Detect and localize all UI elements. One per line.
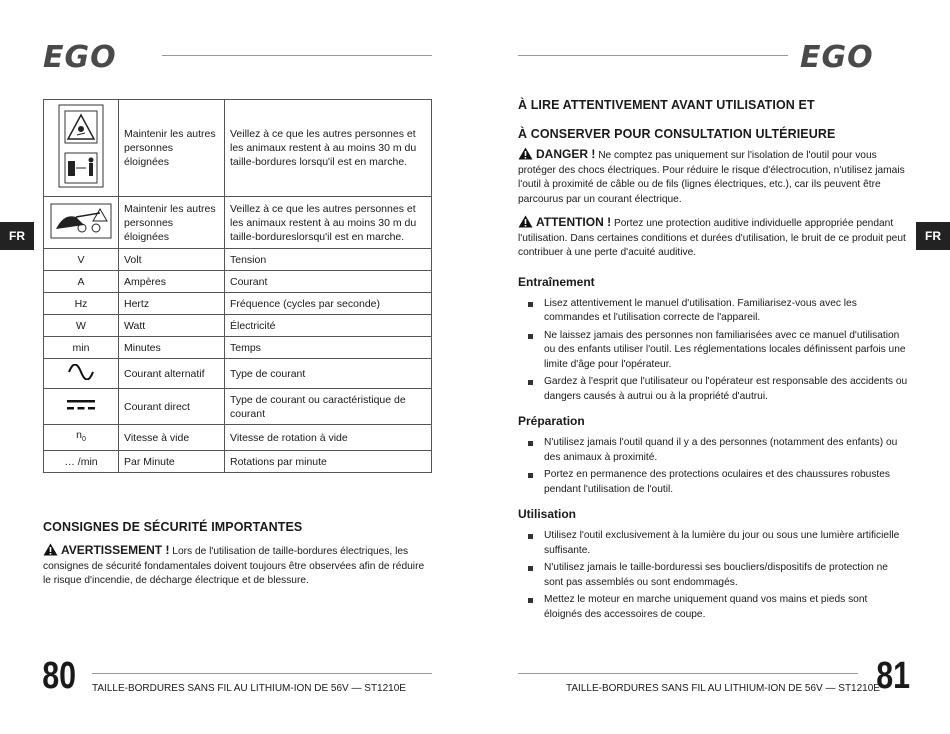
symbol-description: Tension [225, 249, 432, 271]
section-title-utilisation: Utilisation [518, 507, 577, 521]
list-item: Ne laissez jamais des personnes non familiarisées avec ce manuel d'utilisation ou des enfants utiliser l'outil. Les réglementations locales définissent parfois une limite d'âge pour l'opérateur. [518, 329, 908, 373]
symbol-cell [44, 359, 119, 389]
footer-title-right: TAILLE-BORDURES SANS FIL AU LITHIUM-ION DE 56V — ST1210E [566, 683, 880, 694]
symbol-cell: W [44, 315, 119, 337]
danger-triangle-icon [518, 147, 533, 160]
direct-current-icon [66, 398, 96, 412]
list-item: Gardez à l'esprit que l'utilisateur ou l'opérateur est responsable des accidents ou dangers causés à autrui ou à la propriété d'autrui. [518, 375, 908, 404]
symbol-description: Fréquence (cycles par seconde) [225, 293, 432, 315]
symbol-text: n [76, 428, 82, 441]
symbol-name: Courant alternatif [119, 359, 225, 389]
trimmer-distance-icon [50, 203, 112, 239]
utilisation-list [518, 529, 908, 622]
ego-logo-right: EGO [800, 40, 874, 75]
symbol-name: Maintenir les autres personnes éloignées [119, 100, 225, 197]
symbol-description: Veillez à ce que les autres personnes et les animaux restent à au moins 30 m du taille-bordures lorsqu'il est en marche. [225, 100, 432, 197]
page-number-left: 80 [42, 655, 77, 697]
table-row [44, 293, 432, 315]
read-carefully-heading: À LIRE ATTENTIVEMENT AVANT UTILISATION ET [518, 98, 815, 112]
symbol-table [43, 99, 432, 473]
symbol-description: Électricité [225, 315, 432, 337]
symbol-cell: min [44, 337, 119, 359]
table-row [44, 100, 432, 197]
symbol-cell: A [44, 271, 119, 293]
header-rule-right [518, 55, 788, 56]
danger-label: DANGER ! [536, 147, 596, 161]
symbol-name: Maintenir les autres personnes éloignées [119, 197, 225, 249]
page-number-right: 81 [876, 655, 911, 697]
symbol-name: Vitesse à vide [119, 425, 225, 451]
symbol-name: Watt [119, 315, 225, 337]
list-item: Mettez le moteur en marche uniquement quand vos mains et pieds sont éloignés des accessoires de coupe. [518, 593, 908, 622]
symbol-name: Courant direct [119, 389, 225, 425]
keep-away-icon [57, 103, 105, 189]
preparation-list [518, 436, 908, 497]
ego-logo-left: EGO [43, 40, 117, 75]
symbol-description: Temps [225, 337, 432, 359]
table-row [44, 425, 432, 451]
bystander-warning-symbol [44, 100, 119, 197]
footer-title-left: TAILLE-BORDURES SANS FIL AU LITHIUM-ION DE 56V — ST1210E [92, 683, 406, 694]
footer-rule-right [518, 673, 858, 674]
danger-text: Ne comptez pas uniquement sur l'isolation de l'outil pour vous protéger des chocs électriques. Pour réduire le risque d'électrocution, n'utilisez jamais l'outil à proximité de câble ou de fils (lignes électriques, etc.), car ils peuvent être parcourus par un courant électrique. [518, 150, 905, 205]
symbol-description: Type de courant ou caractéristique de courant [225, 389, 432, 425]
entrainement-list [518, 297, 908, 405]
symbol-cell [44, 425, 119, 451]
list-item: Portez en permanence des protections oculaires et des chaussures robustes pendant l'utilisation de l'outil. [518, 468, 908, 497]
warning-label: AVERTISSEMENT ! [61, 543, 170, 557]
symbol-description: Type de courant [225, 359, 432, 389]
symbol-description: Veillez à ce que les autres personnes et les animaux restent à au moins 30 m du taille-bordureslorsqu'il est en marche. [225, 197, 432, 249]
attention-label: ATTENTION ! [536, 215, 612, 229]
list-item: Utilisez l'outil exclusivement à la lumière du jour ou sous une lumière artificielle suffisante. [518, 529, 908, 558]
symbol-subscript: 0 [81, 436, 86, 444]
symbol-name: Hertz [119, 293, 225, 315]
section-title-preparation: Préparation [518, 414, 585, 428]
table-row [44, 315, 432, 337]
symbol-cell: Hz [44, 293, 119, 315]
symbol-cell [44, 389, 119, 425]
warning-paragraph [43, 543, 432, 589]
lang-tab-left: FR [0, 222, 34, 250]
warning-text: Lors de l'utilisation de taille-bordures électriques, les consignes de sécurité fondamentales doivent toujours être observées afin de réduire le risque d'incendie, de décharge électrique et de blessure. [43, 546, 425, 586]
symbol-name: Minutes [119, 337, 225, 359]
list-item: N'utilisez jamais l'outil quand il y a des personnes (notamment des enfants) ou des animaux à proximité. [518, 436, 908, 465]
table-row [44, 271, 432, 293]
danger-paragraph [518, 147, 908, 207]
header-rule-left [162, 55, 432, 56]
table-row [44, 359, 432, 389]
symbol-description: Rotations par minute [225, 451, 432, 473]
table-row [44, 249, 432, 271]
table-row [44, 389, 432, 425]
symbol-cell: … /min [44, 451, 119, 473]
symbol-description: Vitesse de rotation à vide [225, 425, 432, 451]
table-row [44, 337, 432, 359]
symbol-cell: V [44, 249, 119, 271]
safety-section [43, 520, 432, 589]
lang-tab-right: FR [916, 222, 950, 250]
symbol-description: Courant [225, 271, 432, 293]
symbol-name: Ampères [119, 271, 225, 293]
right-page-content [518, 98, 908, 625]
keep-for-reference-heading: À CONSERVER POUR CONSULTATION ULTÉRIEURE [518, 127, 836, 141]
warning-triangle-icon [43, 543, 58, 556]
symbol-name: Par Minute [119, 451, 225, 473]
list-item: Lisez attentivement le manuel d'utilisation. Familiarisez-vous avec les commandes et l'utilisation correcte de l'appareil. [518, 297, 908, 326]
footer-rule-left [92, 673, 432, 674]
table-row [44, 451, 432, 473]
attention-paragraph [518, 215, 908, 261]
section-title-entrainement: Entraînement [518, 274, 595, 289]
safety-heading: CONSIGNES DE SÉCURITÉ IMPORTANTES [43, 520, 303, 534]
attention-text: Portez une protection auditive individuelle appropriée pendant l'utilisation. Dans certaines conditions et durées d'utilisation, le bruit de ce produit peut contribuer à une perte d'acuité auditive. [518, 218, 906, 258]
list-item: N'utilisez jamais le taille-borduressi ses boucliers/dispositifs de protection ne sont pas assemblés ou sont endommagés. [518, 561, 908, 590]
trimmer-distance-symbol [44, 197, 119, 249]
attention-triangle-icon [518, 215, 533, 228]
symbol-name: Volt [119, 249, 225, 271]
table-row [44, 197, 432, 249]
alternating-current-icon [67, 364, 95, 380]
